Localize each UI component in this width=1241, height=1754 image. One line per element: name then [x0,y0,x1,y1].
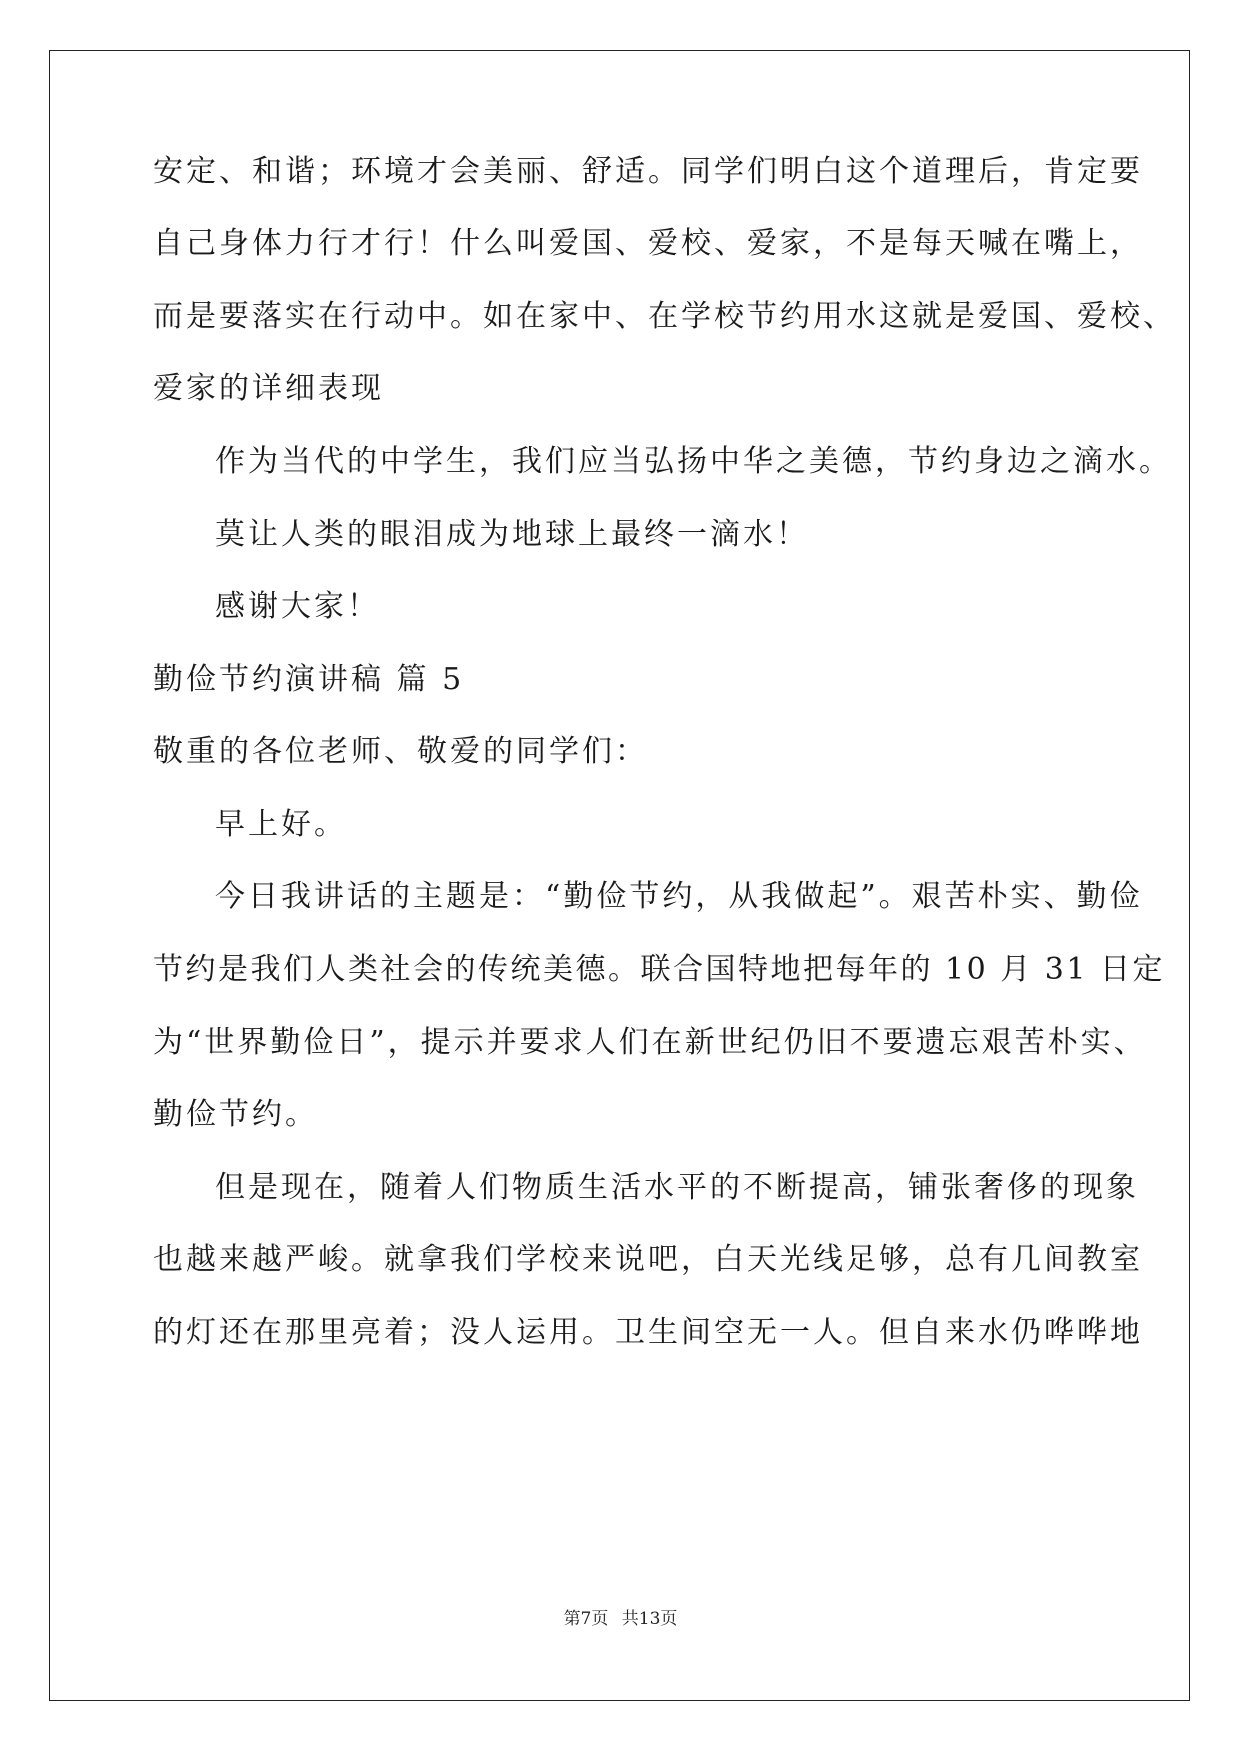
page-number: 第7页 [563,1609,609,1629]
text-line: 爱家的详细表现 [153,371,384,406]
text-line: 节约是我们人类社会的传统美德。联合国特地把每年的 10 月 31 日定 [153,952,1165,987]
text-line: 的灯还在那里亮着；没人运用。卫生间空无一人。但自来水仍哗哗地 [153,1315,1143,1350]
text-line: 今日我讲话的主题是：“勤俭节约，从我做起”。艰苦朴实、勤俭 [215,879,1143,914]
text-line: 为“世界勤俭日”，提示并要求人们在新世纪仍旧不要遗忘艰苦朴实、 [153,1025,1147,1060]
text-line: 而是要落实在行动中。如在家中、在学校节约用水这就是爱国、爱校、 [153,299,1176,334]
page-total: 共13页 [621,1609,678,1629]
section-heading: 勤俭节约演讲稿 篇 5 [153,662,465,697]
text-line: 莫让人类的眼泪成为地球上最终一滴水！ [215,517,809,552]
text-line: 也越来越严峻。就拿我们学校来说吧，白天光线足够，总有几间教室 [153,1242,1143,1277]
text-line: 早上好。 [215,807,347,842]
salutation: 敬重的各位老师、敬爱的同学们： [153,734,648,769]
text-line: 勤俭节约。 [153,1097,318,1132]
text-line: 但是现在，随着人们物质生活水平的不断提高，铺张奢侈的现象 [215,1170,1139,1205]
page-footer [0,1607,1241,1631]
text-line: 作为当代的中学生，我们应当弘扬中华之美德，节约身边之滴水。 [215,444,1172,479]
text-line: 安定、和谐；环境才会美丽、舒适。同学们明白这个道理后，肯定要 [153,154,1143,189]
page-border [49,50,1190,1701]
text-line: 自己身体力行才行！什么叫爱国、爱校、爱家，不是每天喊在嘴上， [153,226,1143,261]
text-line: 感谢大家！ [215,589,380,624]
